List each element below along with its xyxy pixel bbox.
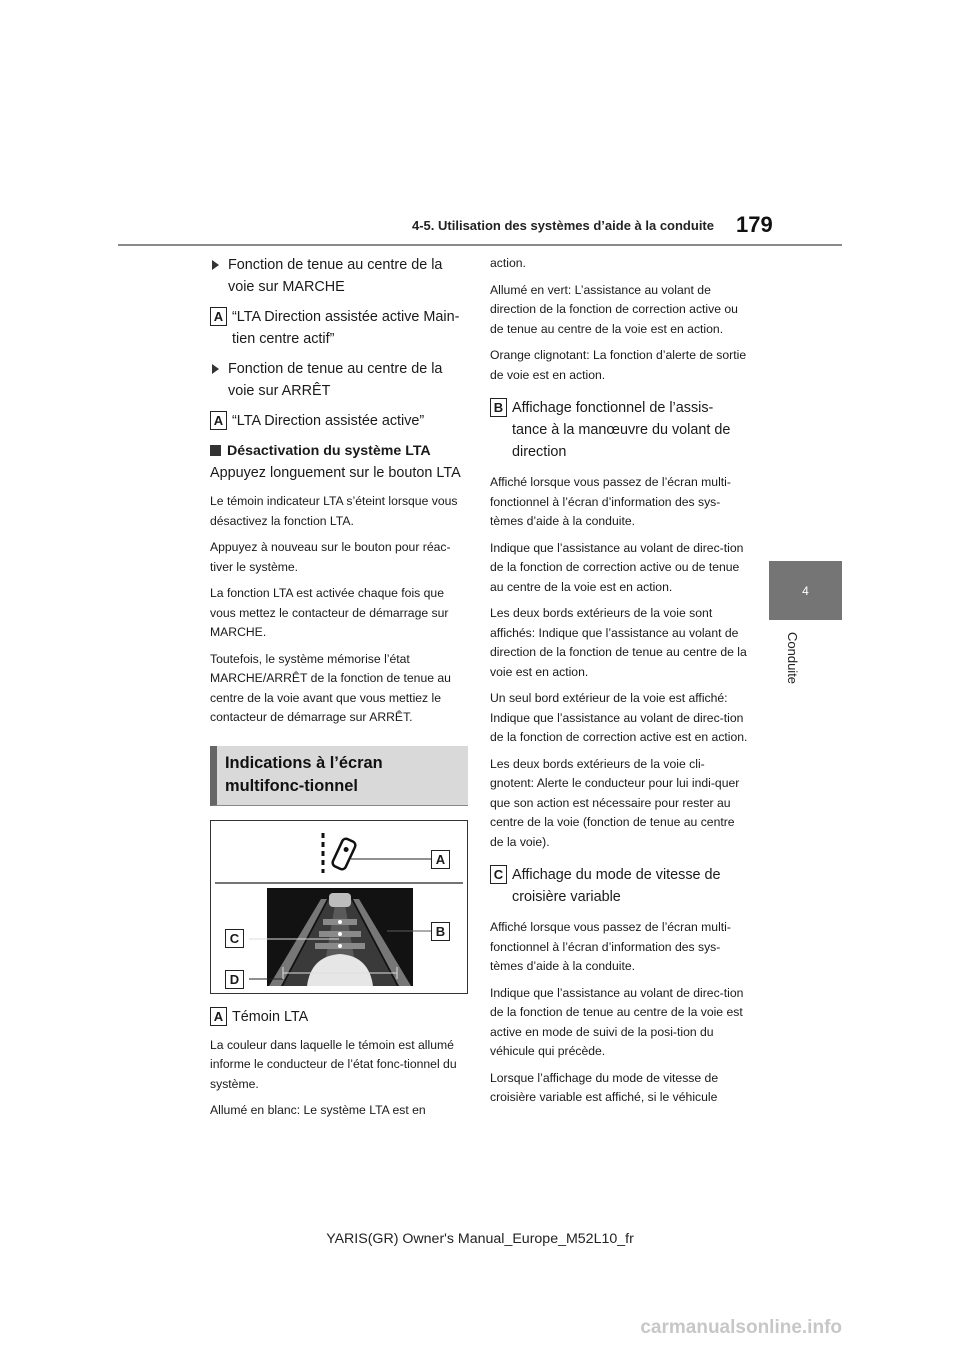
triangle-bullet-icon <box>212 260 219 270</box>
label-a-badge: A <box>210 307 227 326</box>
header-divider <box>118 244 842 246</box>
section-title-box: Indications à l’écran multifonc-tionnel <box>210 746 468 806</box>
section-header-title: 4-5. Utilisation des systèmes d’aide à la conduite <box>412 218 714 233</box>
labeled-item: A Témoin LTA <box>210 1006 468 1028</box>
watermark-logo: carmanualsonline.info <box>640 1317 842 1338</box>
figure-label-c: C <box>225 929 244 948</box>
body-paragraph: Lorsque l’affichage du mode de vitesse de croisière variable est affiché, si le véhicule <box>490 1070 719 1104</box>
body-paragraph: Affiché lorsque vous passez de l’écran multi-fonctionnel à l’écran d’information des sys-tèmes d’aide à la conduite. <box>490 475 731 528</box>
bullet-item: Fonction de tenue au centre de la voie sur MARCHE <box>210 254 468 298</box>
body-paragraph: action. <box>490 256 526 270</box>
subsection-heading: Désactivation du système LTA <box>210 440 468 462</box>
body-paragraph: Les deux bords extérieurs de la voie cli-gnotent: Alerte le conducteur pour lui indi-quer que son action est nécessaire pour rester au centre de la voie (fonction de tenue au centre de la voie). <box>490 756 740 849</box>
display-illustration <box>211 821 467 993</box>
label-c-badge: C <box>490 865 507 884</box>
body-paragraph: Affiché lorsque vous passez de l’écran multi-fonctionnel à l’écran d’information des sys-tèmes d’aide à la conduite. <box>490 920 731 973</box>
body-paragraph: Les deux bords extérieurs de la voie sont affichés: Indique que l’assistance au volant de direction de la fonction de tenue au centre de la voie est en action. <box>490 606 747 679</box>
figure-label-b: B <box>431 922 450 941</box>
label-a-badge: A <box>210 1007 227 1026</box>
triangle-bullet-icon <box>212 364 219 374</box>
body-paragraph: Un seul bord extérieur de la voie est affiché: Indique que l’assistance au volant de direc-tion de la fonction de correction active est en action. <box>490 691 748 744</box>
body-paragraph: Allumé en blanc: Le système LTA est en <box>210 1103 426 1117</box>
body-paragraph: La fonction LTA est activée chaque fois que vous mettez le contacteur de démarrage sur MARCHE. <box>210 586 449 639</box>
multi-info-display-figure <box>210 820 468 994</box>
labeled-item: A “LTA Direction assistée active Main-tien centre actif” <box>210 306 468 350</box>
chapter-number: 4 <box>802 583 809 598</box>
figure-label-a: A <box>431 850 450 869</box>
labeled-item: B Affichage fonctionnel de l’assis-tance à la manœuvre du volant de direction <box>490 397 748 463</box>
right-column <box>490 254 748 1115</box>
body-paragraph: Le témoin indicateur LTA s’éteint lorsque vous désactivez la fonction LTA. <box>210 494 458 528</box>
body-paragraph: Appuyez à nouveau sur le bouton pour réac-tiver le système. <box>210 540 451 574</box>
square-bullet-icon <box>210 445 221 456</box>
body-paragraph: Toutefois, le système mémorise l’état MARCHE/ARRÊT de la fonction de tenue au centre de la voie avant que vous mettiez le contacteur de démarrage sur ARRÊT. <box>210 651 451 724</box>
body-paragraph: Indique que l’assistance au volant de direc-tion de la fonction de correction active ou de tenue au centre de la voie est en action. <box>490 540 744 594</box>
instruction-text: Appuyez longuement sur le bouton LTA <box>210 465 461 481</box>
page-number: 179 <box>736 212 773 237</box>
label-b-badge: B <box>490 398 507 417</box>
chapter-tab[interactable] <box>769 561 842 620</box>
page-footer: YARIS(GR) Owner's Manual_Europe_M52L10_fr <box>326 1231 634 1247</box>
left-column <box>210 254 468 1128</box>
label-a-badge: A <box>210 411 227 430</box>
figure-label-d: D <box>225 970 244 989</box>
body-paragraph: Indique que l’assistance au volant de direc-tion de la fonction de tenue au centre de la voie est active en mode de suivi de la posi-tion du véhicule qui précède. <box>490 985 744 1058</box>
labeled-item: C Affichage du mode de vitesse de croisière variable <box>490 864 748 908</box>
body-paragraph: La couleur dans laquelle le témoin est allumé informe le conducteur de l’état fonc-tionnel du système. <box>210 1037 457 1091</box>
chapter-name: Conduite <box>785 632 800 685</box>
bullet-item: Fonction de tenue au centre de la voie sur ARRÊT <box>210 358 468 402</box>
labeled-item: A “LTA Direction assistée active” <box>210 410 468 432</box>
body-paragraph: Orange clignotant: La fonction d’alerte de sortie de voie est en action. <box>490 348 747 382</box>
body-paragraph: Allumé en vert: L’assistance au volant de direction de la fonction de correction active ou de tenue au centre de la voie est en action. <box>490 282 738 336</box>
